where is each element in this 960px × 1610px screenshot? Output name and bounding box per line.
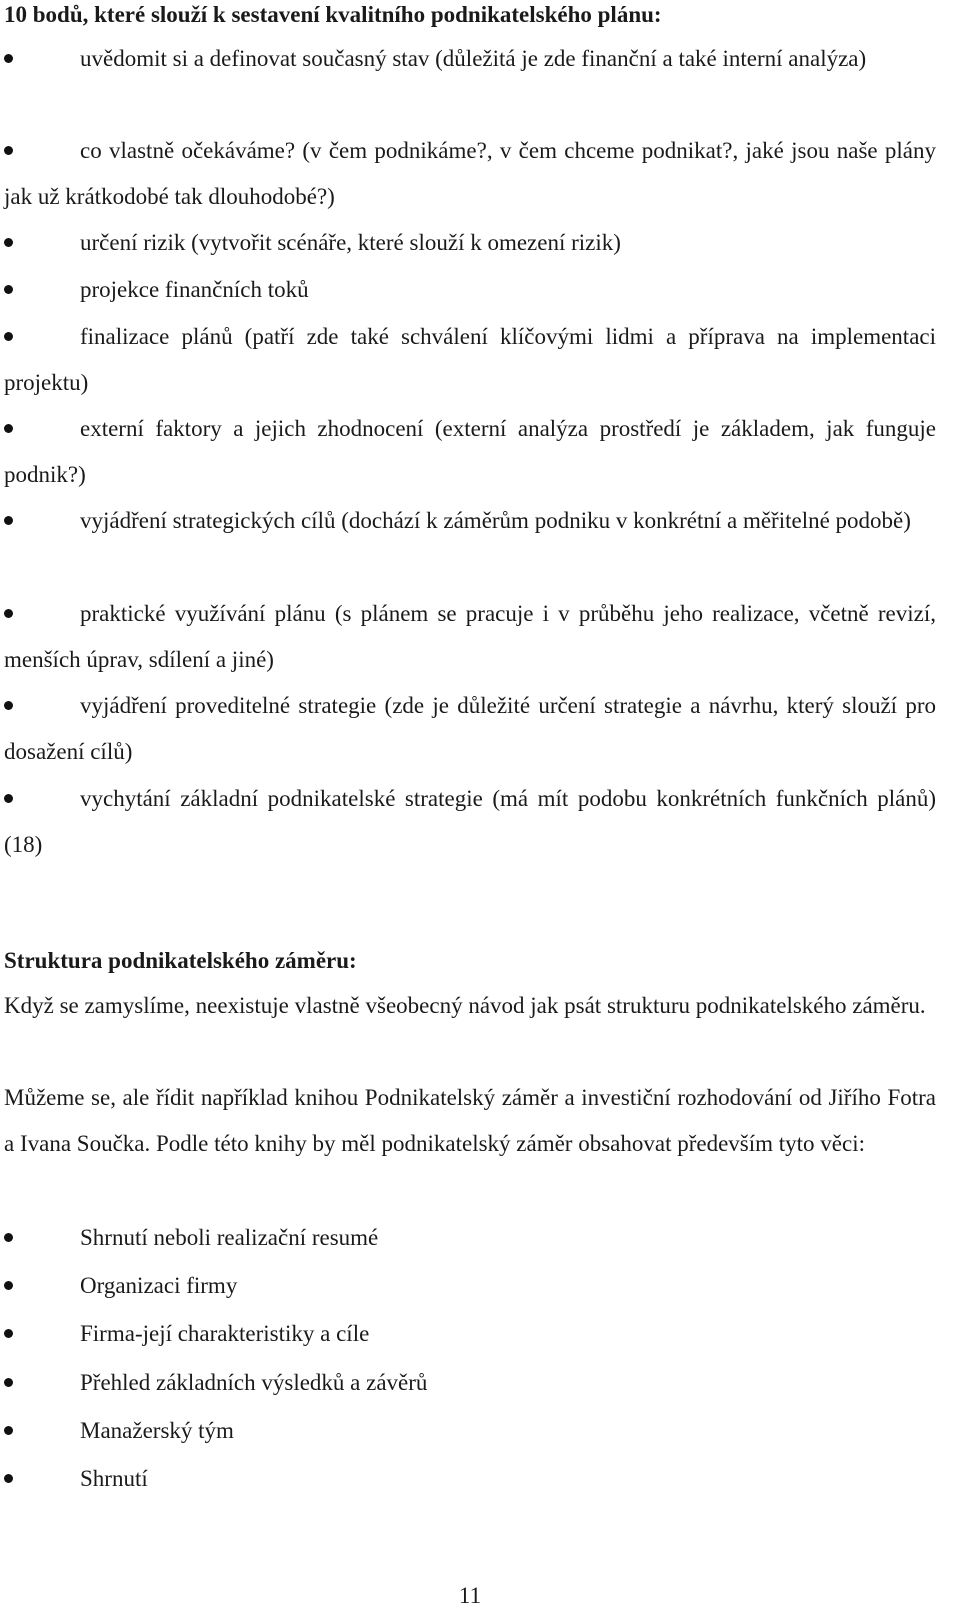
list-item <box>4 1408 936 1454</box>
list-item-text: Organizaci firmy <box>80 1273 238 1298</box>
bullet-icon <box>4 609 13 618</box>
bullet-icon <box>4 238 13 247</box>
bullet-icon <box>4 1426 13 1435</box>
bullet-icon <box>4 1281 13 1290</box>
list-item <box>4 683 936 775</box>
list-item-text: projekce finančních toků <box>80 277 309 302</box>
list-item <box>4 220 936 266</box>
list-item <box>4 591 936 683</box>
paragraph: Můžeme se, ale řídit například knihou Podnikatelský záměr a investiční rozhodování od Jiřího Fotra a Ivana Součka. Podle této knihy by měl podnikatelský záměr obsahovat především tyto věci: <box>4 1085 936 1156</box>
list-item-text: externí faktory a jejich zhodnocení (externí analýza prostředí je základem, jak funguje podnik?) <box>4 416 936 487</box>
list-item-text: Shrnutí <box>80 1466 148 1491</box>
list-item-text: Shrnutí neboli realizační resumé <box>80 1225 379 1250</box>
bullet-icon <box>4 1474 13 1483</box>
list-item <box>4 36 936 82</box>
page-number: 11 <box>458 1583 482 1608</box>
bullet-icon <box>4 424 13 433</box>
list-item <box>4 1263 936 1309</box>
list-item <box>4 1311 936 1357</box>
list-item-text: finalizace plánů (patří zde také schválení klíčovými lidmi a příprava na implementaci projektu) <box>4 324 936 395</box>
list-item-text: vyjádření strategických cílů (dochází k záměrům podniku v konkrétní a měřitelné podobě) <box>80 508 911 533</box>
list-item <box>4 406 936 498</box>
list-item <box>4 267 936 313</box>
bullet-icon <box>4 285 13 294</box>
bullet-icon <box>4 332 13 341</box>
bullet-icon <box>4 54 13 63</box>
bullet-icon <box>4 1233 13 1242</box>
list-item <box>4 1360 936 1406</box>
list-item <box>4 498 936 544</box>
list-item-text: vychytání základní podnikatelské strategie (má mít podobu konkrétních funkčních plánů) (18) <box>4 786 936 857</box>
paragraph: Když se zamyslíme, neexistuje vlastně všeobecný návod jak psát strukturu podnikatelského záměru. <box>4 993 926 1018</box>
bullet-icon <box>4 516 13 525</box>
section-heading-business-plan-points: 10 bodů, které slouží k sestavení kvalitního podnikatelského plánu: <box>4 2 662 27</box>
list-item-text: Manažerský tým <box>80 1418 234 1443</box>
list-item <box>4 776 936 868</box>
list-item-text: určení rizik (vytvořit scénáře, které slouží k omezení rizik) <box>80 230 621 255</box>
list-item <box>4 128 936 220</box>
bullet-icon <box>4 1378 13 1387</box>
list-item-text: Firma-její charakteristiky a cíle <box>80 1321 370 1346</box>
list-item-text: vyjádření proveditelné strategie (zde je důležité určení strategie a návrhu, který slouží pro dosažení cílů) <box>4 693 936 764</box>
list-item-text: praktické využívání plánu (s plánem se pracuje i v průběhu jeho realizace, včetně revizí, menších úprav, sdílení a jiné) <box>4 601 936 672</box>
bullet-icon <box>4 701 13 710</box>
section-heading-business-plan-structure: Struktura podnikatelského záměru: <box>4 948 357 973</box>
list-item-text: uvědomit si a definovat současný stav (důležitá je zde finanční a také interní analýza) <box>80 46 867 71</box>
bullet-icon <box>4 146 13 155</box>
bullet-icon <box>4 1329 13 1338</box>
list-item <box>4 314 936 406</box>
bullet-icon <box>4 794 13 803</box>
list-item-text: co vlastně očekáváme? (v čem podnikáme?, v čem chceme podnikat?, jaké jsou naše plány jak už krátkodobé tak dlouhodobé?) <box>4 138 936 209</box>
list-item <box>4 1215 936 1261</box>
list-item-text: Přehled základních výsledků a závěrů <box>80 1370 428 1395</box>
list-item <box>4 1456 936 1502</box>
